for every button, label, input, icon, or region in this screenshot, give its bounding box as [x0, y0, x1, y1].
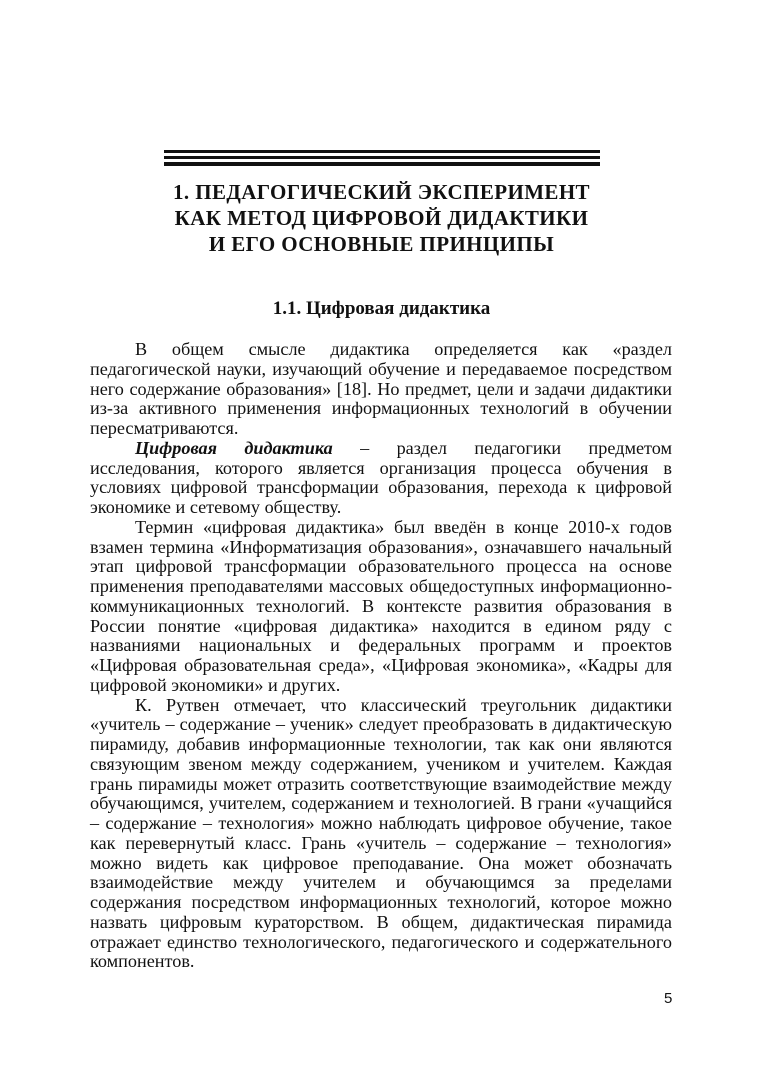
body-text	[90, 340, 672, 972]
page-number: 5	[664, 990, 673, 1007]
chapter-title-line: КАК МЕТОД ЦИФРОВОЙ ДИДАКТИКИ	[174, 206, 589, 230]
section-title: 1.1. Цифровая дидактика	[272, 298, 491, 319]
paragraph-text: – раздел педагогики предметом исследования, которого является организация процесса обучения в условиях цифровой трансформации образования, перехода к цифровой экономике и сетевому обществу.	[90, 437, 672, 517]
header-rule-line	[164, 150, 600, 153]
chapter-title-line: 1. ПЕДАГОГИЧЕСКИЙ ЭКСПЕРИМЕНТ	[173, 180, 590, 204]
header-rule-line	[164, 162, 600, 166]
chapter-title-line: И ЕГО ОСНОВНЫЕ ПРИНЦИПЫ	[208, 232, 555, 256]
term-definition: Цифровая дидактика	[135, 437, 333, 458]
paragraph	[90, 439, 672, 518]
paragraph: К. Рутвен отмечает, что классический треугольник дидактики «учитель – содержание – ученик» следует преобразовать в дидактическую пирамиду, добавив информационные технологии, так как они являются связующим звеном между содержанием, учеником и учителем. Каждая грань пирамиды может отразить соответствующие взаимодействие между обучающимся, учителем, содержанием и технологией. В грани «учащийся – содержание – технология» можно наблюдать цифровое обучение, такое как перевернутый класс. Грань «учитель – содержание – технология» можно видеть как цифровое преподавание. Она может обозначать взаимодействие между учителем и обучающимся за пределами содержания посредством информационных технологий, которое можно назвать цифровым кураторством. В общем, дидактическая пирамида отражает единство технологического, педагогического и содержательного компонентов.	[90, 694, 672, 972]
paragraph: Термин «цифровая дидактика» был введён в конце 2010-х годов взамен термина «Информатизация образования», означавшего начальный этап цифровой трансформации образовательного процесса на основе применения преподавателями массовых общедоступных информационно-коммуникационных технологий. В контексте развития образования в России понятие «цифровая дидактика» находится в едином ряду с названиями национальных и федеральных программ и проектов «Цифровая образовательная среда», «Цифровая экономика», «Кадры для цифровой экономики» и других.	[90, 516, 672, 695]
header-rule-line	[164, 156, 600, 159]
chapter-title	[120, 179, 643, 257]
paragraph: В общем смысле дидактика определяется как «раздел педагогической науки, изучающий обучение и передаваемое посредством него содержание образования» [18]. Но предмет, цели и задачи дидактики из-за активного применения информационных технологий в обучении пересматриваются.	[90, 339, 672, 438]
